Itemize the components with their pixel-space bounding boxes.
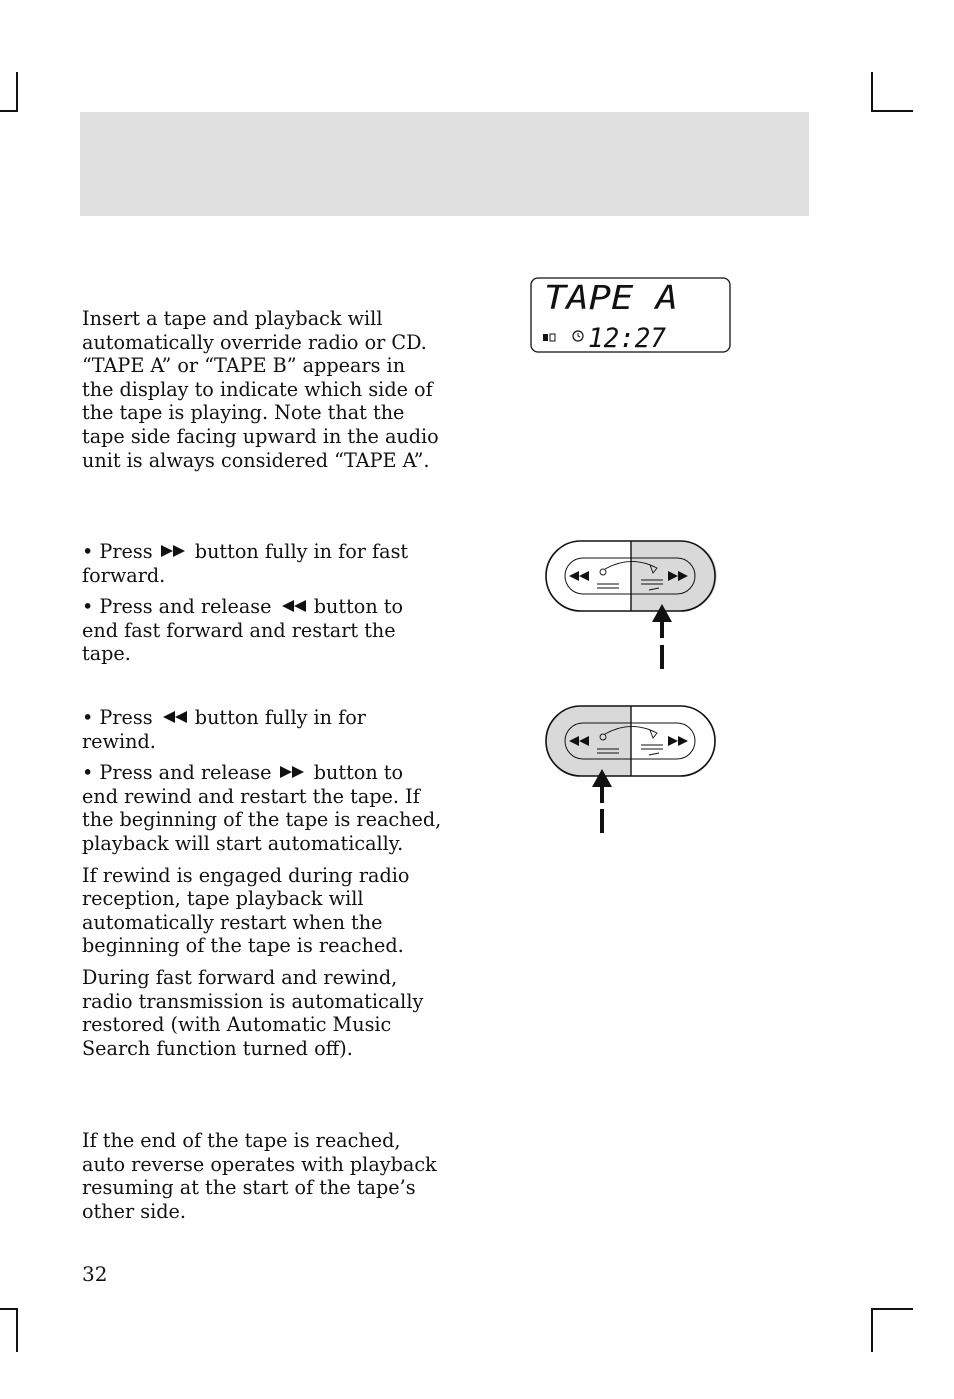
rewind-icon (159, 710, 189, 724)
ff-b1-pre: Press (99, 540, 153, 563)
rew-bullet-1: • Press button fully in for rewind. (82, 706, 366, 753)
tape-display-figure (530, 277, 732, 354)
rew-b1-pre: Press (99, 706, 153, 729)
rew-bullet-2: • Press and release button to end rewind and restart the tape. If the beginning of the tape is reached, playback will start automatically. (82, 761, 442, 855)
fast-forward-button-figure (545, 540, 717, 672)
auto-reverse-text: If the end of the tape is reached, auto reverse operates with playback resuming at the start of the tape’s other side. (82, 1129, 437, 1223)
rew-b2-pre: Press and release (99, 761, 272, 785)
radio-paragraph: If rewind is engaged during radio reception, tape playback will automatically restart when the beginning of the tape is reached. (82, 863, 410, 958)
rew-b1-post: button fully in for rewind. (82, 706, 366, 753)
rew-b2-post: button to end rewind and restart the tape. If the beginning of the tape is reached, playback will start automatically. (82, 761, 442, 855)
crop-mark-top-right-h (871, 110, 913, 112)
crop-mark-bottom-left-v (16, 1308, 18, 1352)
display-time: 12:27 (588, 323, 666, 354)
header-band (80, 112, 809, 216)
crop-mark-bottom-right-v (871, 1308, 873, 1352)
page-number: 32 (82, 1262, 108, 1286)
intro-text: Insert a tape and playback will automatically override radio or CD. “TAPE A” or “TAPE B” appears in the display to indicate which side of the tape is playing. Note that the tape side facing upward in the audio unit is always considered “TAPE A”. (82, 307, 439, 472)
display-line1: TAPE A (544, 278, 678, 317)
fast-forward-icon (278, 765, 308, 779)
display-indicator-filled (543, 334, 548, 341)
rewind-section (82, 706, 442, 1060)
ff-b2-post: button to end fast forward and restart the tape. (82, 595, 404, 666)
crop-mark-top-left-h (0, 110, 18, 112)
rewind-button-figure (545, 705, 717, 835)
crop-mark-top-right-v (871, 72, 873, 112)
ff-bullet-1: • Press button fully in for fast forward. (82, 540, 409, 587)
auto-reverse-paragraph (82, 1129, 442, 1223)
intro-paragraph (82, 307, 442, 472)
crop-mark-bottom-right-h (871, 1308, 913, 1310)
fast-forward-icon (159, 544, 189, 558)
crop-mark-top-left-v (16, 72, 18, 112)
fast-forward-section (82, 540, 442, 666)
ff-bullet-2: • Press and release button to end fast forward and restart the tape. (82, 595, 404, 666)
ff-b1-post: button fully in for fast forward. (82, 540, 409, 587)
restore-paragraph: During fast forward and rewind, radio transmission is automatically restored (with Automatic Music Search function turned off). (82, 965, 424, 1060)
rewind-icon (278, 599, 308, 613)
ff-b2-pre: Press and release (99, 595, 272, 619)
